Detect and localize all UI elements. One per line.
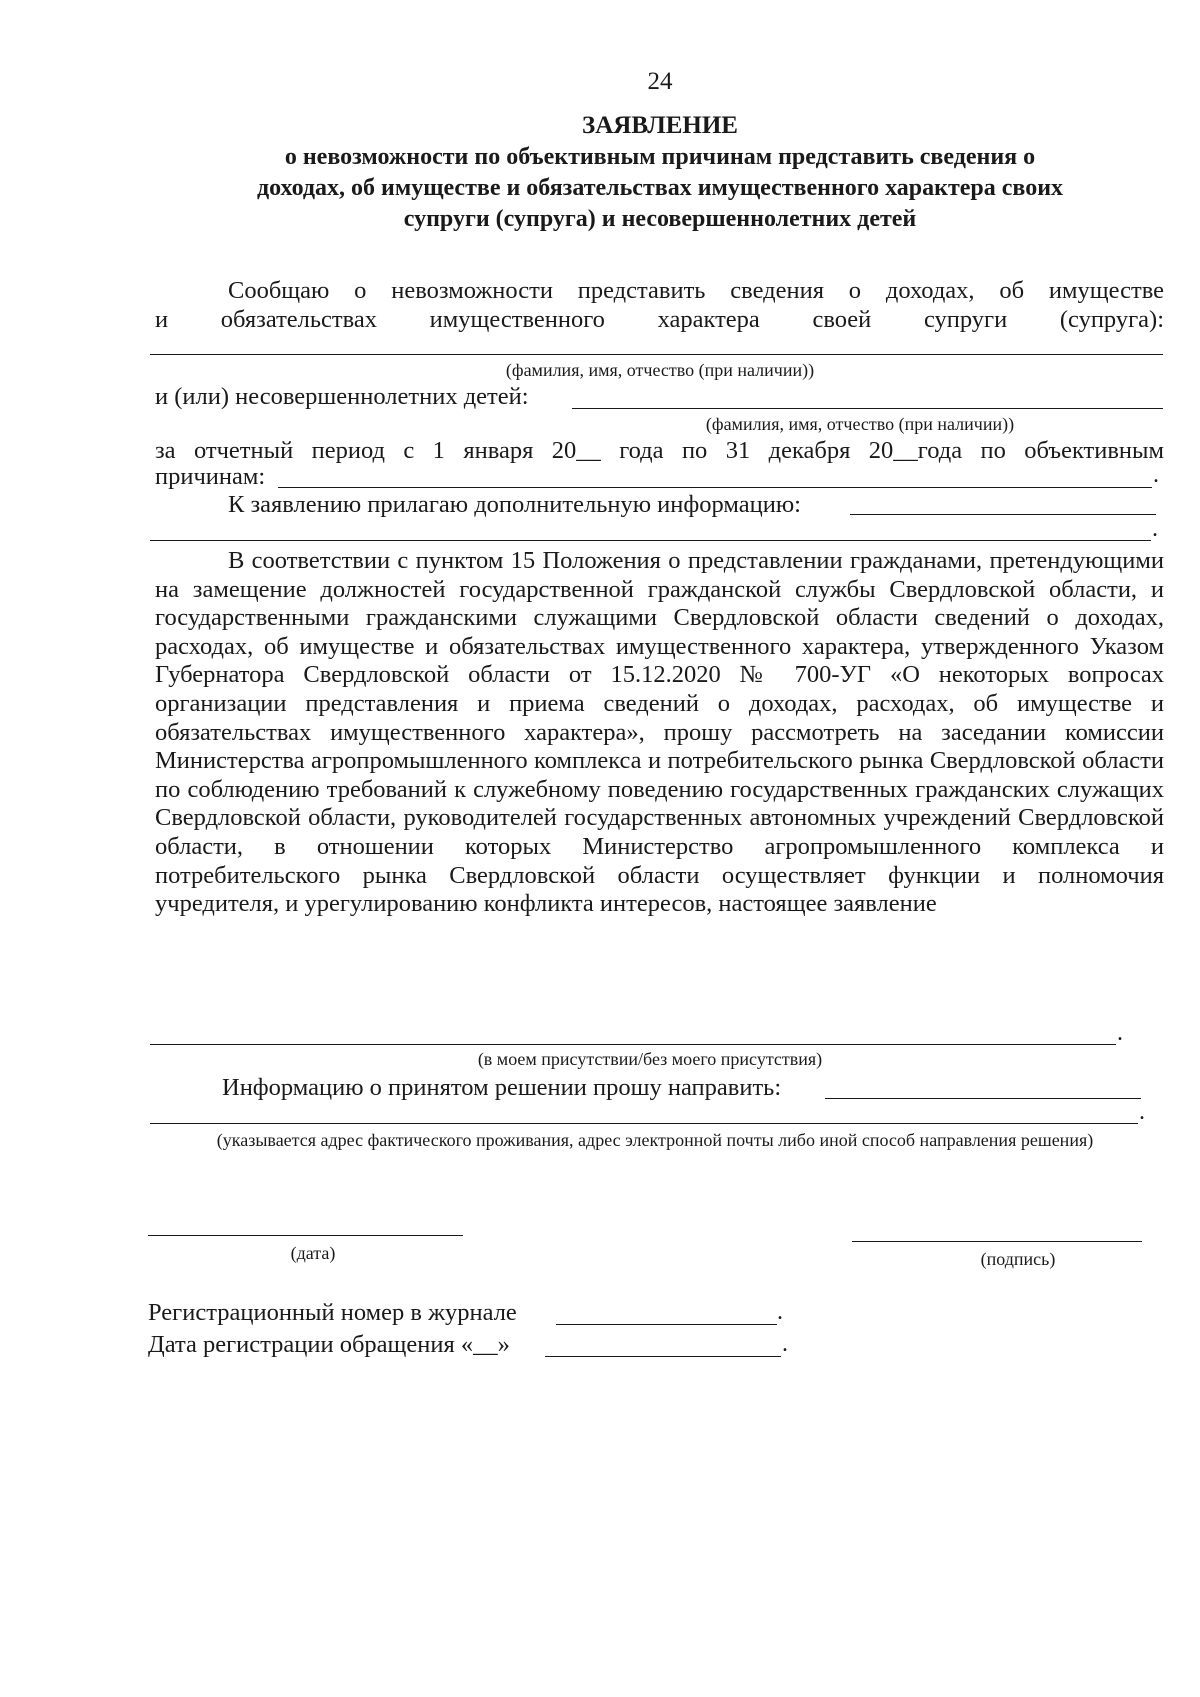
caption-signature: (подпись)	[980, 1249, 1056, 1269]
caption-date: (дата)	[290, 1243, 336, 1263]
attachment-line-1	[850, 514, 1156, 515]
send-decision-line-period: .	[1139, 1099, 1145, 1125]
paragraph-1-line-2: и обязательствах имущественного характера своей супруги (супруга):	[155, 306, 1164, 333]
main-paragraph: В соответствии с пунктом 15 Положения о представлении гражданами, претендующими на замещение должностей государственной гражданской службы Свердловской области, и государственными гражданскими служащими Свердловской области сведений о доходах, расходах, об имуществе и обязательствах имущественного характера, утвержденного Указом Губернатора Свердловской области от 15.12.2020 № 700-УГ «О некоторых вопросах организации представления и приема сведений о доходах, расходах, об имуществе и обязательствах имущественного характера», прошу рассмотреть на заседании комиссии Министерства агропромышленного комплекса и потребительского рынка Свердловской области по соблюдению требований к служебному поведению государственных гражданских служащих Свердловской области, руководителей государственных автономных учреждений Свердловской области, в отношении которых Министерство агропромышленного комплекса и потребительского рынка Свердловской области осуществляет функции и полномочия учредителя, и урегулированию конфликта интересов, настоящее заявление	[155, 547, 1164, 918]
caption-address: (указывается адрес фактического проживания, адрес электронной почты либо иной способ направления решения)	[216, 1130, 1094, 1150]
paragraph-1-line-1: Сообщаю о невозможности представить сведения о доходах, об имуществе	[228, 277, 1164, 304]
attachment-label: К заявлению прилагаю дополнительную информацию:	[228, 491, 801, 518]
reasons-label: причинам:	[155, 463, 266, 490]
send-decision-line-1	[825, 1098, 1141, 1099]
reasons-line	[278, 487, 1152, 488]
attachment-line-2	[150, 540, 1151, 541]
send-decision-line-2	[150, 1123, 1138, 1124]
page-number: 24	[647, 68, 673, 95]
reporting-period-line: за отчетный период с 1 января 20__ года по 31 декабря 20__года по объективным	[155, 437, 1164, 464]
caption-presence: (в моем присутствии/без моего присутствия)	[477, 1049, 823, 1069]
children-name-line	[572, 408, 1163, 409]
registration-number-period: .	[777, 1299, 783, 1325]
registration-date-period: .	[782, 1331, 788, 1357]
signature-line	[852, 1241, 1142, 1242]
attachment-line-period: .	[1152, 516, 1158, 542]
caption-fio-spouse: (фамилия, имя, отчество (при наличии))	[505, 360, 815, 380]
document-title: ЗАЯВЛЕНИЕ	[582, 112, 738, 139]
send-decision-label: Информацию о принятом решении прошу направить:	[222, 1074, 782, 1101]
document-subtitle: о невозможности по объективным причинам представить сведения о доходах, об имуществе и обязательствах имущественного характера своих супруги (супруга) и несовершеннолетних детей	[256, 144, 1064, 232]
registration-number-line	[556, 1324, 777, 1325]
presence-line	[150, 1044, 1116, 1045]
registration-date-line	[545, 1356, 781, 1357]
children-label: и (или) несовершеннолетних детей:	[155, 383, 529, 410]
registration-date-label: Дата регистрации обращения «__»	[148, 1331, 510, 1358]
presence-line-period: .	[1117, 1020, 1123, 1046]
reasons-line-period: .	[1153, 462, 1159, 488]
spouse-name-line	[150, 354, 1163, 355]
date-line	[148, 1235, 463, 1236]
caption-fio-children: (фамилия, имя, отчество (при наличии))	[705, 414, 1015, 434]
registration-number-label: Регистрационный номер в журнале	[148, 1299, 517, 1326]
